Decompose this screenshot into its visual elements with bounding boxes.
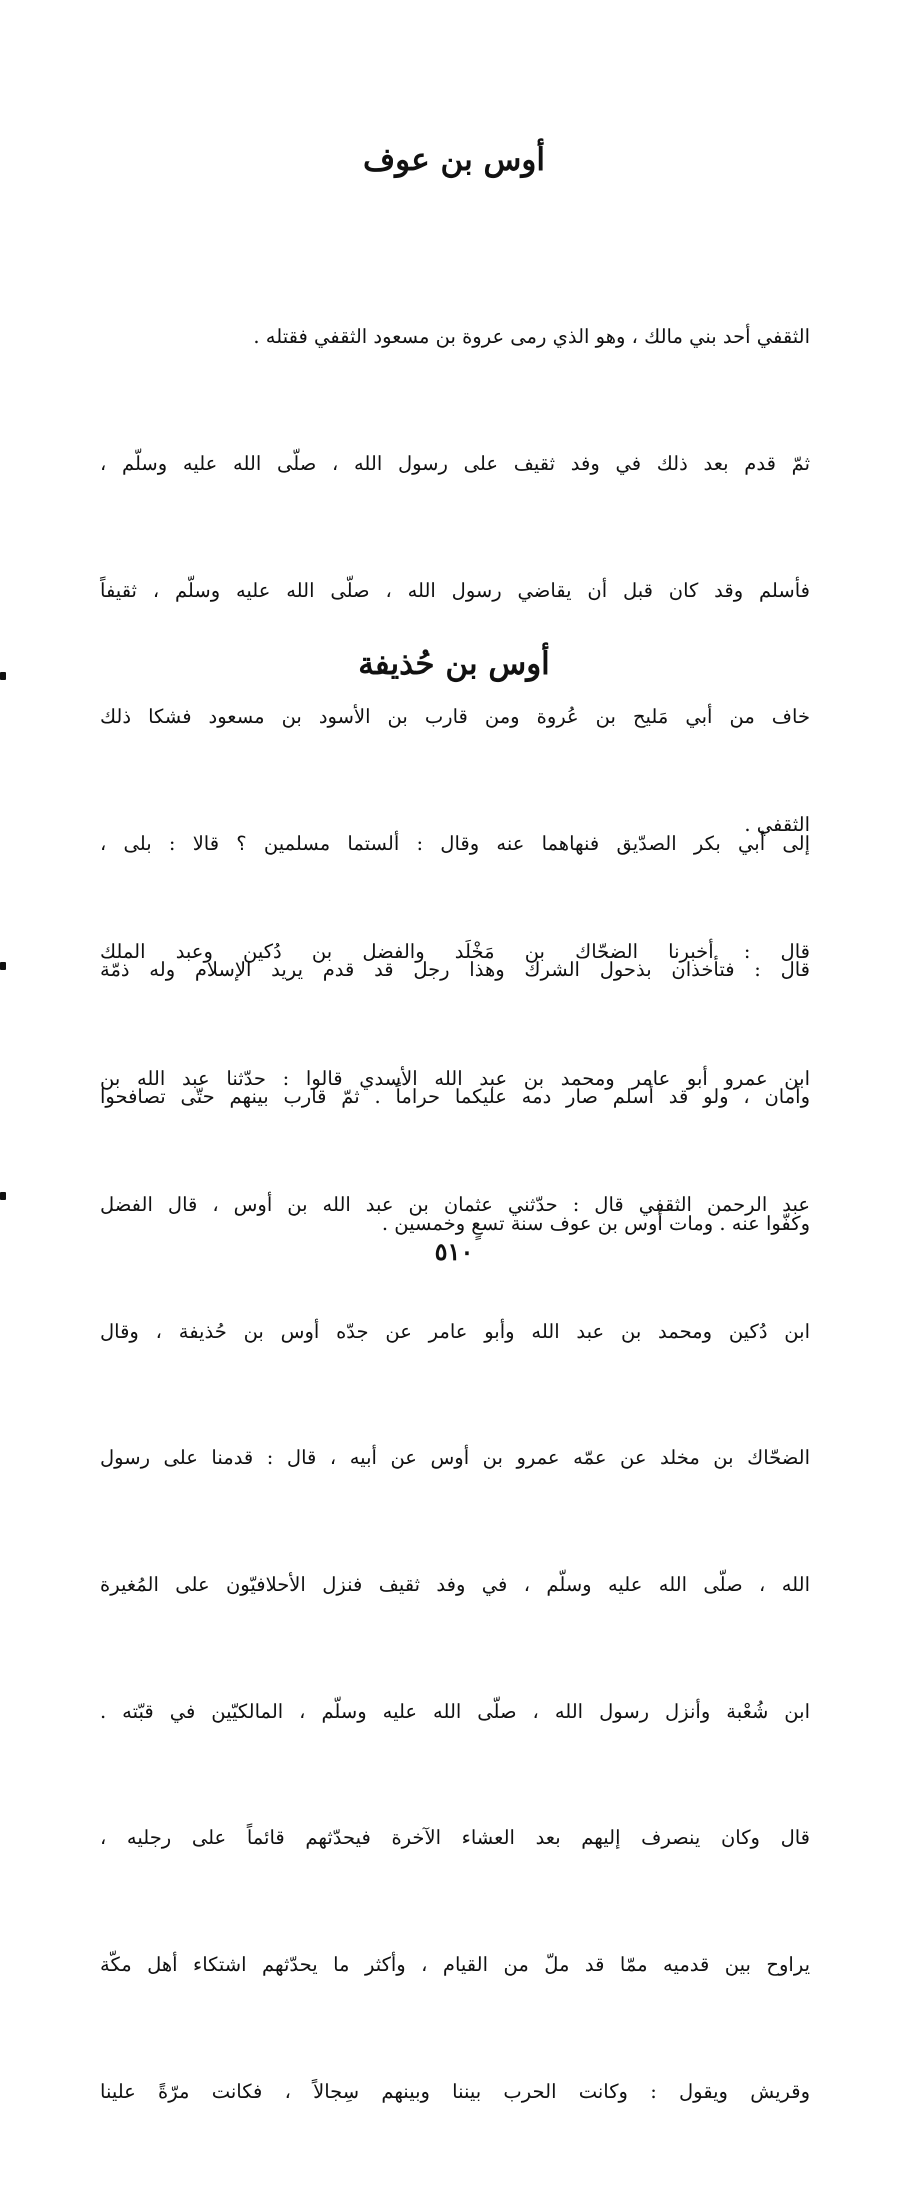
text-line: ابن دُكين ومحمد بن عبد الله وأبو عامر عن جدّه أوس بن حُذيفة ، وقال: [100, 1319, 810, 1343]
text-line: يراوح بين قدميه ممّا قد ملّ من القيام ، وأكثر ما يحدّثهم اشتكاء أهل مكّة: [100, 1952, 810, 1976]
text-line: ثمّ قدم بعد ذلك في وفد ثقيف على رسول الله ، صلّى الله عليه وسلّم ،: [100, 452, 810, 476]
text-line: خاف من أبي مَليح بن عُروة ومن قارب بن الأسود بن مسعود فشكا ذلك: [100, 705, 810, 729]
text-line: قال : أخبرنا الضحّاك بن مَخْلَد والفضل بن دُكين وعبد الملك: [100, 940, 810, 964]
text-line: ابن عمرو أبو عامر ومحمد بن عبد الله الأسدي قالوا : حدّثنا عبد الله بن: [100, 1066, 810, 1090]
scan-edge-mark: [0, 962, 6, 970]
text-line: وأمان ، ولو قد أسلم صار دمه عليكما حراماً . ثمّ قارب بينهم حتّى تصافحوا: [100, 1085, 810, 1109]
text-line: قال : فتأخذان بذحول الشرك وهذا رجل قد قدم يريد الإسلام وله ذمّة: [100, 958, 810, 982]
text-line: عبد الرحمن الثقفي قال : حدّثني عثمان بن عبد الله بن أوس ، قال الفضل: [100, 1193, 810, 1217]
scan-edge-mark: [0, 672, 6, 680]
section-body: [100, 720, 810, 2197]
page-number: ٥١٠: [434, 1237, 474, 1266]
text-line: الله ، صلّى الله عليه وسلّم ، في وفد ثقيف فنزل الأحلافيّون على المُغيرة: [100, 1573, 810, 1597]
text-line: فأسلم وقد كان قبل أن يقاضي رسول الله ، صلّى الله عليه وسلّم ، ثقيفاً: [100, 578, 810, 602]
text-line: إلى أبي بكر الصدّيق فنهاهما عنه وقال : ألستما مسلمين ؟ قالا : بلى ،: [100, 831, 810, 855]
text-line: الثقفي أحد بني مالك ، وهو الذي رمى عروة بن مسعود الثقفي فقتله .: [253, 325, 810, 349]
text-line: وكفّوا عنه . ومات أوس بن عوف سنة تسعٍ وخمسين .: [381, 1211, 810, 1235]
text-line: قال وكان ينصرف إليهم بعد العشاء الآخرة فيحدّثهم قائماً على رجليه ،: [100, 1826, 810, 1850]
section-title: أوس بن عوف: [363, 142, 545, 178]
scan-edge-mark: [0, 1192, 6, 1200]
text-line: الثقفي .: [744, 813, 810, 837]
text-line: الضحّاك بن مخلد عن عمّه عمرو بن أوس عن أبيه ، قال : قدمنا على رسول: [100, 1446, 810, 1470]
text-line: ابن شُعْبة وأنزل رسول الله ، صلّى الله عليه وسلّم ، المالكيّين في قبّته .: [100, 1699, 810, 1723]
text-line: وقريش ويقول : وكانت الحرب بيننا وبينهم سِجالاً ، فكانت مرّةً علينا: [100, 2079, 810, 2103]
section-title: أوس بن حُذيفة: [358, 646, 550, 682]
